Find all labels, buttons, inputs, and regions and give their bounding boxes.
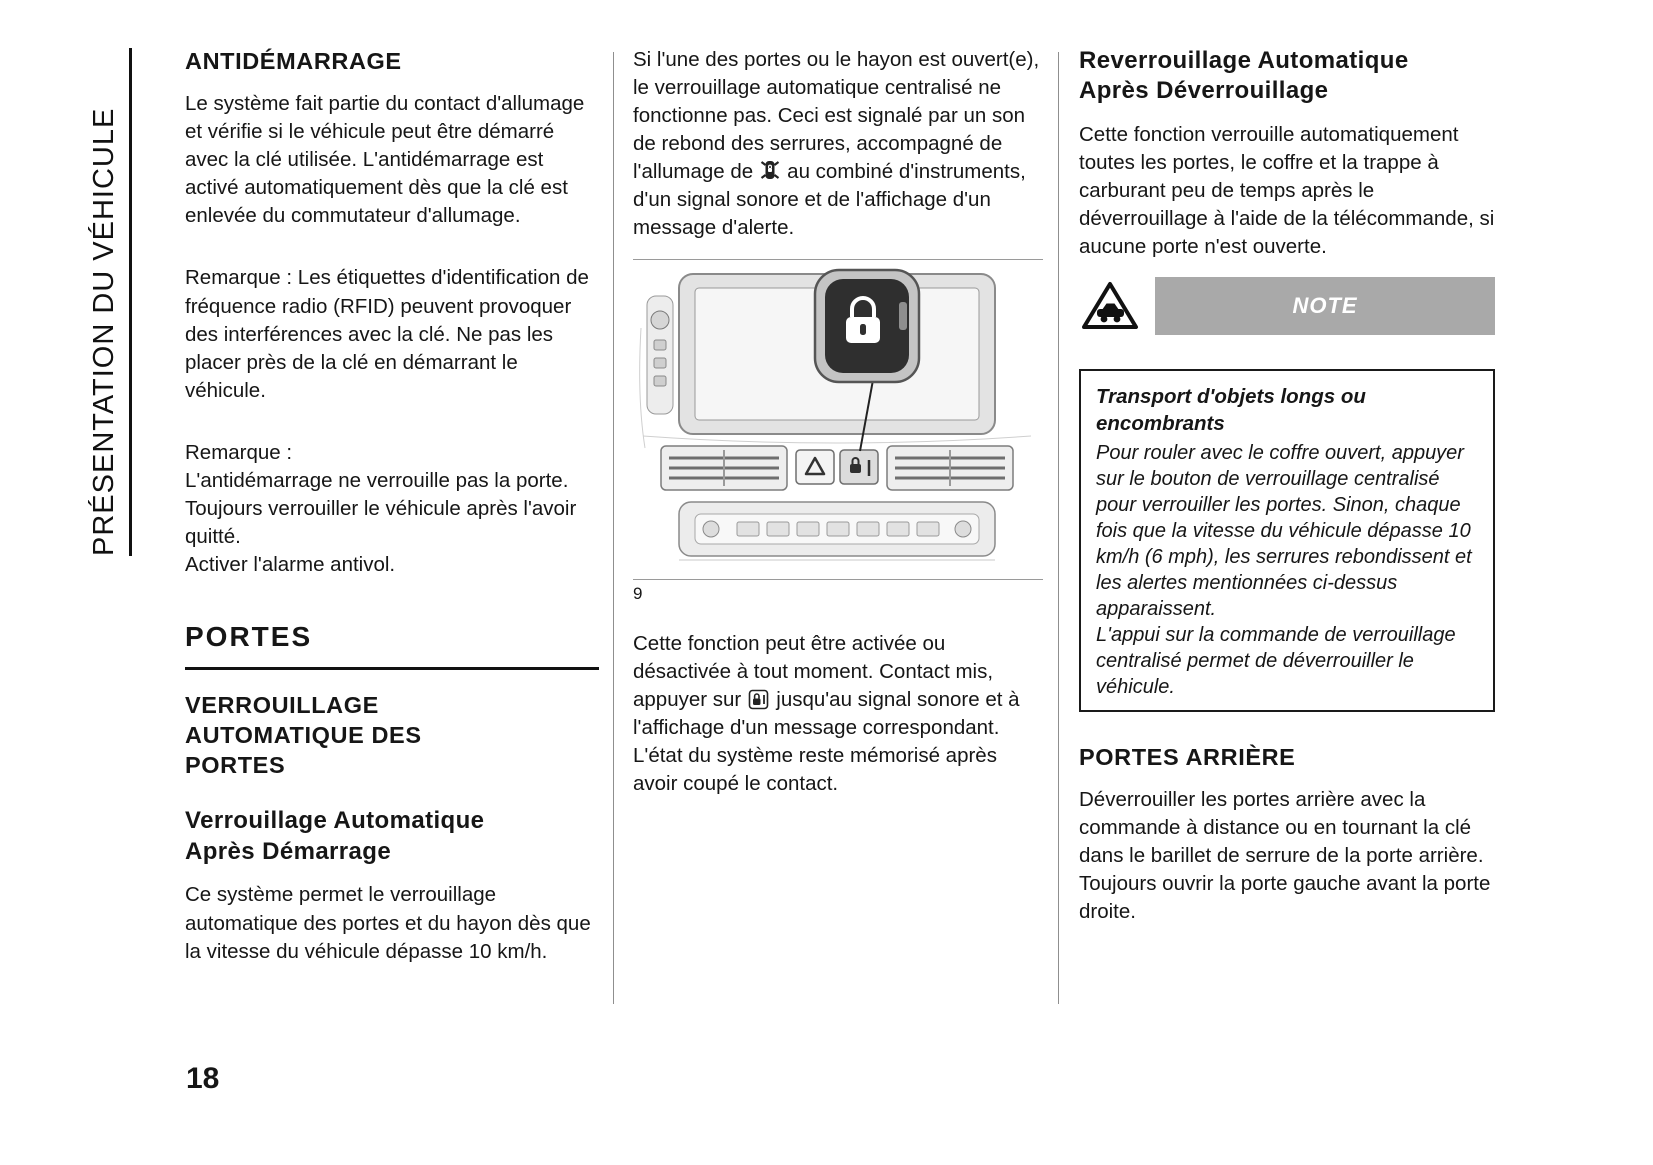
paragraph: Le système fait partie du contact d'allumage et vérifie si le véhicule peut être démarré avec la clé utilisée. L'antidémarrage est activé automatiquement dès que la clé est enlevée du commutateur d'allumage.	[185, 92, 585, 228]
column-1	[185, 46, 599, 979]
paragraph-text: au combiné d'instruments, d'un signal sonore et de l'affichage d'un message d'alerte.	[633, 160, 1026, 240]
note-title: Transport d'objets longs ou encombrants	[1096, 385, 1366, 435]
antidemarrage-heading: ANTIDÉMARRAGE	[185, 48, 402, 74]
portes-arriere-heading: PORTES ARRIÈRE	[1079, 743, 1296, 770]
sidebar-rule	[129, 48, 132, 556]
paragraph-text: jusqu'au signal sonore et à l'affichage d'un message correspondant.	[633, 687, 1020, 739]
reverrouillage-heading: Reverrouillage Automatique Après Déverrouillage	[1079, 47, 1409, 105]
paragraph: Ce système permet le verrouillage automatique des portes et du hayon dès que la vitesse du véhicule dépasse 10 km/h.	[185, 883, 591, 963]
verrouillage-automatique-heading: VERROUILLAGE AUTOMATIQUE DES PORTES	[185, 692, 422, 779]
note-box	[1079, 369, 1495, 711]
note-body: Pour rouler avec le coffre ouvert, appuyer sur le bouton de verrouillage centralisé pour verrouiller les portes. Sinon, chaque fois que la vitesse du véhicule dépasse 10 km/h (6 mph), les serrures rebondissent et les alertes mentionnées ci-dessus apparaissent.	[1096, 441, 1472, 620]
paragraph	[1079, 786, 1495, 926]
paragraph-text: Cette fonction peut être activée ou désactivée à tout moment. Contact mis, appuyer sur	[633, 631, 994, 711]
column-divider	[613, 52, 614, 1004]
portes-heading: PORTES	[185, 621, 599, 670]
column-divider	[1058, 52, 1059, 1004]
remark-label: Remarque :	[185, 440, 293, 464]
note-label: NOTE	[1292, 293, 1358, 319]
column-2	[633, 46, 1043, 811]
paragraph: Remarque : Les étiquettes d'identification de fréquence radio (RFID) peuvent provoquer des interférences avec la clé. Ne pas les placer près de la clé en démarrant le véhicule.	[185, 266, 589, 402]
paragraph-text: Toujours ouvrir la porte gauche avant la porte droite.	[1079, 871, 1491, 923]
figure-number: 9	[633, 583, 643, 603]
paragraph	[633, 630, 1043, 798]
key-fob	[815, 270, 919, 382]
paragraph-text: L'état du système reste mémorisé après avoir coupé le contact.	[633, 743, 997, 795]
paragraph-text: Si l'une des portes ou le hayon est ouvert(e), le verrouillage automatique centralisé ne fonctionne pas. Ceci est signalé par un son de rebond des serrures, accompagné de l'allumage de	[633, 48, 1040, 184]
verrouillage-apres-demarrage-heading: Verrouillage Automatique Après Démarrage	[185, 807, 485, 865]
page-number: 18	[186, 1062, 220, 1095]
paragraph-text: Déverrouiller les portes arrière avec la commande à distance ou en tournant la clé dans le barillet de serrure de la porte arrière.	[1079, 787, 1484, 867]
chapter-sidebar	[88, 48, 132, 556]
paragraph	[185, 439, 599, 579]
note-strip	[1155, 277, 1495, 335]
central-lock-button-icon	[748, 689, 769, 710]
note-banner	[1079, 277, 1495, 335]
car-warning-triangle-icon	[1079, 277, 1155, 335]
door-lock-warning-icon	[760, 158, 780, 182]
note-body: L'appui sur la commande de verrouillage centralisé permet de déverrouiller le véhicule.	[1096, 623, 1456, 698]
dashboard-figure	[633, 259, 1043, 580]
chapter-title-vertical: PRÉSENTATION DU VÉHICULE	[88, 107, 120, 556]
paragraph: Cette fonction verrouille automatiquement toutes les portes, le coffre et la trappe à carburant peu de temps après le déverrouillage à l'aide de la télécommande, si aucune porte n'est ouverte.	[1079, 122, 1495, 259]
paragraph	[633, 46, 1043, 243]
remark-text: L'antidémarrage ne verrouille pas la porte. Toujours verrouiller le véhicule après l'avoir quitté.	[185, 468, 577, 549]
remark-text: Activer l'alarme antivol.	[185, 553, 396, 577]
dashboard-illustration	[633, 268, 1041, 568]
column-3	[1079, 46, 1495, 939]
